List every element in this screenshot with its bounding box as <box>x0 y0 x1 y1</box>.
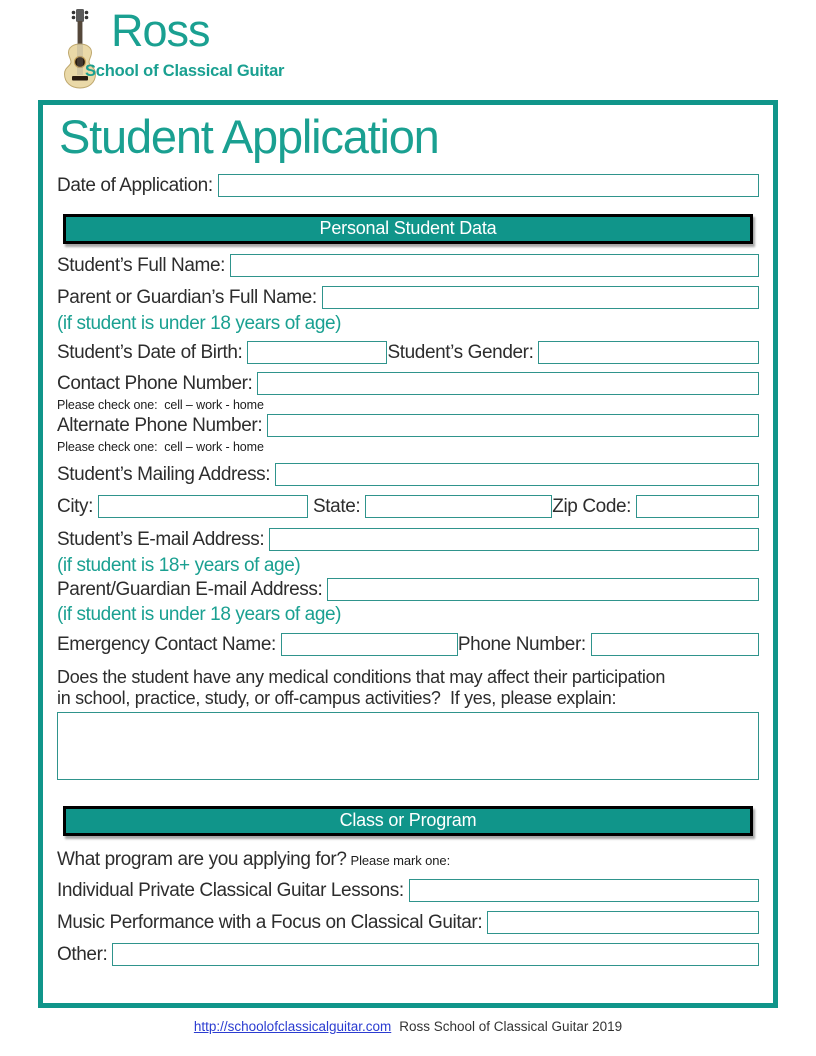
city-input[interactable] <box>98 495 308 518</box>
full-name-label: Student’s Full Name: <box>57 254 226 276</box>
page-footer <box>0 1019 816 1034</box>
contact-phone-note: Please check one: cell – work - home <box>57 397 264 412</box>
state-input[interactable] <box>365 495 552 518</box>
medical-question-line1: Does the student have any medical conditions that may affect their participation <box>57 666 666 687</box>
dob-gender-row <box>57 341 759 365</box>
alternate-phone-note: Please check one: cell – work - home <box>57 439 264 454</box>
footer-link[interactable]: http://schoolofclassicalguitar.com <box>193 1019 392 1034</box>
emergency-phone-input[interactable] <box>591 633 759 656</box>
alternate-phone-row <box>57 414 759 438</box>
mailing-address-input[interactable] <box>275 463 759 486</box>
program-individual-label: Individual Private Classical Guitar Lessons: <box>57 879 404 901</box>
logo-subtitle: School of Classical Guitar <box>85 62 285 80</box>
program-question-label: What program are you applying for? <box>57 848 347 870</box>
city-state-zip-row <box>57 495 759 519</box>
parent-email-label: Parent/Guardian E-mail Address: <box>57 578 323 600</box>
section-banner-class-or-program: Class or Program <box>63 806 753 836</box>
alternate-phone-input[interactable] <box>267 414 759 437</box>
program-individual-input[interactable] <box>409 879 759 902</box>
program-individual-row <box>57 879 759 903</box>
form-container <box>38 100 778 1008</box>
dob-label: Student’s Date of Birth: <box>57 341 243 363</box>
contact-phone-input[interactable] <box>257 372 759 395</box>
date-of-application-label: Date of Application: <box>57 174 213 196</box>
parent-name-label: Parent or Guardian’s Full Name: <box>57 286 317 308</box>
parent-name-row <box>57 286 759 310</box>
student-email-row <box>57 528 759 552</box>
student-email-hint: (if student is 18+ years of age) <box>57 554 301 576</box>
program-performance-row <box>57 911 759 935</box>
contact-phone-label: Contact Phone Number: <box>57 372 253 394</box>
parent-email-hint: (if student is under 18 years of age) <box>57 603 342 625</box>
date-of-application-input[interactable] <box>218 174 759 197</box>
medical-details-textarea[interactable] <box>57 712 759 780</box>
zip-code-input[interactable] <box>636 495 759 518</box>
gender-label: Student’s Gender: <box>387 341 534 363</box>
emergency-phone-label: Phone Number: <box>457 633 586 655</box>
contact-phone-row <box>57 372 759 396</box>
program-other-input[interactable] <box>112 943 759 966</box>
program-other-label: Other: <box>57 943 108 965</box>
alternate-phone-label: Alternate Phone Number: <box>57 414 263 436</box>
student-email-label: Student’s E-mail Address: <box>57 528 265 550</box>
page-title: Student Application <box>59 110 439 163</box>
program-performance-input[interactable] <box>487 911 759 934</box>
zip-code-label: Zip Code: <box>552 495 632 517</box>
medical-question <box>57 667 759 709</box>
mailing-address-row <box>57 463 759 487</box>
parent-email-input[interactable] <box>327 578 759 601</box>
dob-input[interactable] <box>247 341 387 364</box>
parent-name-hint: (if student is under 18 years of age) <box>57 312 342 334</box>
city-label: City: <box>57 495 94 517</box>
parent-email-row <box>57 578 759 602</box>
program-performance-label: Music Performance with a Focus on Classical Guitar: <box>57 911 483 933</box>
logo-brand: Ross <box>111 5 210 56</box>
program-question-row <box>57 848 759 872</box>
program-question-note: Please mark one: <box>350 852 451 868</box>
section-banner-personal-student-data: Personal Student Data <box>63 214 753 244</box>
footer-text: Ross School of Classical Guitar 2019 <box>399 1019 623 1034</box>
school-logo <box>55 6 355 98</box>
full-name-row <box>57 254 759 278</box>
full-name-input[interactable] <box>230 254 759 277</box>
classical-guitar-icon <box>55 8 105 99</box>
gender-input[interactable] <box>538 341 759 364</box>
state-label: State: <box>313 495 361 517</box>
medical-question-line2: in school, practice, study, or off-campus activities? If yes, please explain: <box>57 687 617 708</box>
emergency-contact-row <box>57 633 759 657</box>
date-of-application-row <box>57 174 759 198</box>
mailing-address-label: Student’s Mailing Address: <box>57 463 271 485</box>
emergency-name-input[interactable] <box>281 633 458 656</box>
emergency-name-label: Emergency Contact Name: <box>57 633 276 655</box>
student-email-input[interactable] <box>269 528 759 551</box>
parent-name-input[interactable] <box>322 286 759 309</box>
program-other-row <box>57 943 759 967</box>
